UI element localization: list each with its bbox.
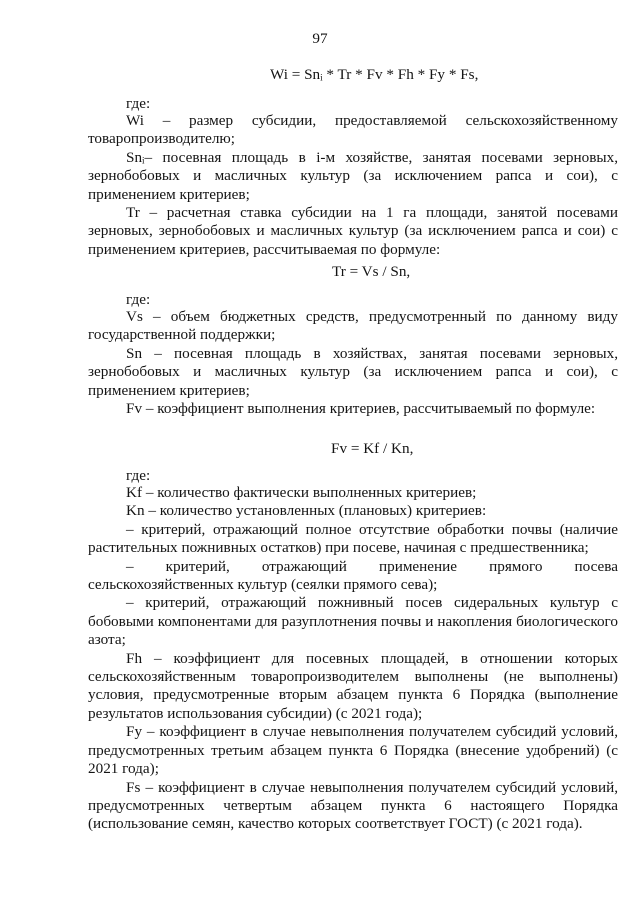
formula-wi: Wi = Snᵢ * Tr * Fv * Fh * Fy * Fs,: [270, 66, 479, 83]
where-label: где:: [126, 95, 151, 112]
definition-kf: Kf – количество фактически выполненных критериев;: [126, 484, 477, 501]
definition-fs: Fs – коэффициент в случае невыполнения получателем субсидий условий, предусмотренных четвертым абзацем пункта 6 настоящего Порядка (использование семян, качество которых соответствует ГОСТ) (с 2021 года).: [88, 778, 618, 833]
definition-tr: Tr – расчетная ставка субсидии на 1 га площади, занятой посевами зерновых, зернобобовых и масличных культур (за исключением рапса и сои) с применением критериев, рассчитываемая по формуле:: [88, 204, 618, 258]
definition-vs: Vs – объем бюджетных средств, предусмотренный по данному виду государственной поддержки;: [88, 308, 618, 344]
criterion-direct-seeding: – критерий, отражающий применение прямого посева сельскохозяйственных культур (сеялки прямого сева);: [88, 557, 618, 594]
criterion-green-manure: – критерий, отражающий пожнивный посев сидеральных культур с бобовыми компонентами для разуплотнения почвы и накопления биологического азота;: [88, 594, 618, 649]
definition-wi: Wi – размер субсидии, предоставляемой сельскохозяйственному товаропроизводителю;: [88, 112, 618, 148]
formula-fv: Fv = Kf / Kn,: [331, 440, 414, 457]
definition-fy: Fy – коэффициент в случае невыполнения получателем субсидий условий, предусмотренных третьим абзацем пункта 6 Порядка (внесение удобрений) (с 2021 года);: [88, 723, 618, 778]
definition-sn: Sn – посевная площадь в хозяйствах, занятая посевами зерновых, зернобобовых и масличных культур (за исключением рапса и сои), с применением критериев;: [88, 344, 618, 399]
definition-fv: Fv – коэффициент выполнения критериев, рассчитываемый по формуле:: [126, 400, 596, 418]
definitions-block-2: [88, 308, 618, 418]
criterion-no-tillage: – критерий, отражающий полное отсутствие обработки почвы (наличие растительных пожнивных остатков) при посеве, начиная с предшественника;: [88, 520, 618, 557]
formula-tr: Tr = Vs / Sn,: [332, 263, 411, 280]
where-label: где:: [126, 467, 151, 484]
definition-kn: Kn – количество установленных (плановых) критериев:: [126, 502, 487, 520]
definitions-block-3: [88, 484, 618, 834]
page-number: 97: [312, 30, 328, 47]
definitions-block-1: [88, 112, 618, 259]
definition-sni: Snᵢ– посевная площадь в i-м хозяйстве, занятая посевами зерновых, зернобобовых и масличных культур (за исключением рапса и сои), с применением критериев;: [88, 148, 618, 203]
definition-fh: Fh – коэффициент для посевных площадей, в отношении которых сельскохозяйственным товаропроизводителем выполнены (не выполнены) условия, предусмотренные вторым абзацем пункта 6 Порядка (выполнение результатов использования субсидии) (с 2021 года);: [88, 649, 618, 722]
where-label: где:: [126, 291, 151, 308]
